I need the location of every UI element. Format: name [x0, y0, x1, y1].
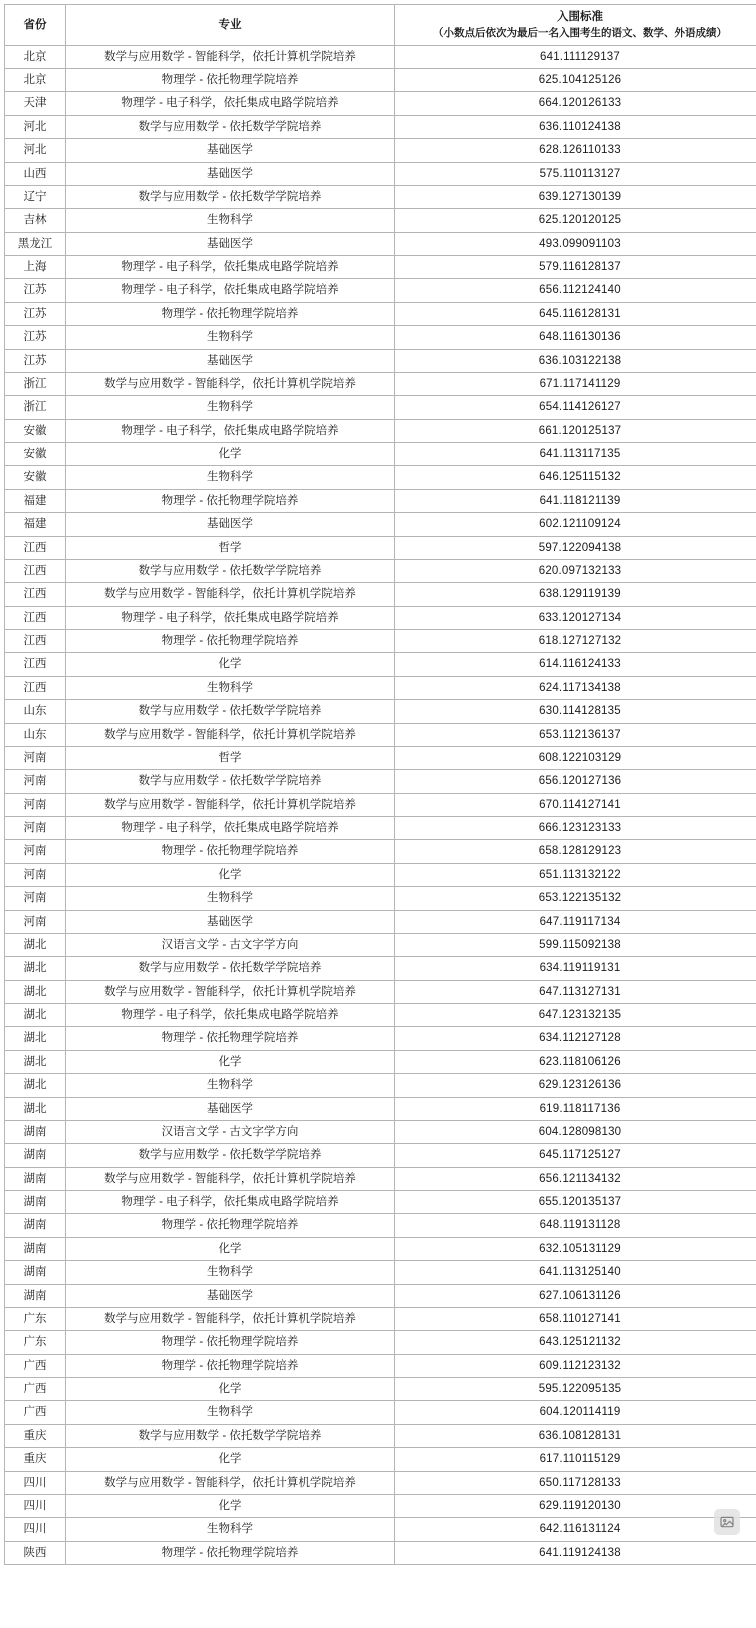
- table-row: [5, 653, 756, 676]
- table-row: [5, 700, 756, 723]
- cell-score: 666.123123133: [395, 817, 756, 840]
- cell-major: 物理学 - 依托物理学院培养: [66, 489, 395, 512]
- cell-major: 生物科学: [66, 1518, 395, 1541]
- cell-score: 604.128098130: [395, 1120, 756, 1143]
- table-row: [5, 957, 756, 980]
- cell-major: 生物科学: [66, 1261, 395, 1284]
- table-row: [5, 302, 756, 325]
- table-row: [5, 45, 756, 68]
- cell-province: 湖南: [5, 1144, 66, 1167]
- cell-major: 基础医学: [66, 1284, 395, 1307]
- table-row: [5, 1074, 756, 1097]
- table-row: [5, 1518, 756, 1541]
- table-row: [5, 887, 756, 910]
- cell-score: 658.110127141: [395, 1307, 756, 1330]
- table-row: [5, 1378, 756, 1401]
- table-row: [5, 139, 756, 162]
- cell-score: 628.126110133: [395, 139, 756, 162]
- table-body: [5, 45, 756, 1564]
- cell-major: 物理学 - 电子科学，依托集成电路学院培养: [66, 419, 395, 442]
- cell-major: 物理学 - 依托物理学院培养: [66, 630, 395, 653]
- table-row: [5, 232, 756, 255]
- table-row: [5, 676, 756, 699]
- cell-score: 648.119131128: [395, 1214, 756, 1237]
- cell-major: 物理学 - 依托物理学院培养: [66, 1214, 395, 1237]
- cell-score: 620.097132133: [395, 559, 756, 582]
- cell-major: 生物科学: [66, 1401, 395, 1424]
- table-row: [5, 910, 756, 933]
- cell-score: 646.125115132: [395, 466, 756, 489]
- cell-province: 北京: [5, 45, 66, 68]
- cell-score: 656.120127136: [395, 770, 756, 793]
- cell-major: 数学与应用数学 - 依托数学学院培养: [66, 559, 395, 582]
- table-head: [5, 5, 756, 46]
- cell-score: 634.119119131: [395, 957, 756, 980]
- cell-score: 625.104125126: [395, 69, 756, 92]
- cell-major: 生物科学: [66, 396, 395, 419]
- table-row: [5, 840, 756, 863]
- table-row: [5, 349, 756, 372]
- table-row: [5, 583, 756, 606]
- cell-score: 645.117125127: [395, 1144, 756, 1167]
- table-row: [5, 1167, 756, 1190]
- cell-score: 648.116130136: [395, 326, 756, 349]
- cell-province: 河南: [5, 793, 66, 816]
- cell-major: 物理学 - 依托物理学院培养: [66, 1541, 395, 1564]
- cell-province: 江西: [5, 653, 66, 676]
- cell-province: 湖北: [5, 1097, 66, 1120]
- cell-province: 江西: [5, 583, 66, 606]
- cell-score: 653.122135132: [395, 887, 756, 910]
- cell-province: 河南: [5, 863, 66, 886]
- cell-province: 江苏: [5, 326, 66, 349]
- cell-score: 656.112124140: [395, 279, 756, 302]
- cell-score: 641.113125140: [395, 1261, 756, 1284]
- cell-province: 浙江: [5, 396, 66, 419]
- cell-score: 597.122094138: [395, 536, 756, 559]
- table-row: [5, 1004, 756, 1027]
- cell-score: 641.118121139: [395, 489, 756, 512]
- cell-score: 642.116131124: [395, 1518, 756, 1541]
- table-row: [5, 466, 756, 489]
- cell-province: 天津: [5, 92, 66, 115]
- table-row: [5, 513, 756, 536]
- column-header-major: 专业: [66, 5, 395, 46]
- table-row: [5, 1494, 756, 1517]
- cell-score: 647.113127131: [395, 980, 756, 1003]
- cell-province: 湖北: [5, 1004, 66, 1027]
- cell-province: 广东: [5, 1307, 66, 1330]
- cell-score: 641.113117135: [395, 443, 756, 466]
- cell-score: 670.114127141: [395, 793, 756, 816]
- cell-major: 数学与应用数学 - 智能科学，依托计算机学院培养: [66, 1167, 395, 1190]
- cell-major: 生物科学: [66, 676, 395, 699]
- cell-province: 山西: [5, 162, 66, 185]
- table-row: [5, 536, 756, 559]
- cell-province: 四川: [5, 1471, 66, 1494]
- cell-major: 物理学 - 电子科学，依托集成电路学院培养: [66, 92, 395, 115]
- cell-province: 江苏: [5, 302, 66, 325]
- cell-province: 广西: [5, 1378, 66, 1401]
- cell-province: 上海: [5, 256, 66, 279]
- cell-major: 基础医学: [66, 162, 395, 185]
- cell-score: 671.117141129: [395, 372, 756, 395]
- table-row: [5, 1050, 756, 1073]
- cell-score: 575.110113127: [395, 162, 756, 185]
- cell-province: 河南: [5, 746, 66, 769]
- cell-score: 645.116128131: [395, 302, 756, 325]
- cell-score: 602.121109124: [395, 513, 756, 536]
- cell-province: 湖北: [5, 933, 66, 956]
- cell-major: 基础医学: [66, 139, 395, 162]
- table-row: [5, 372, 756, 395]
- cell-major: 化学: [66, 653, 395, 676]
- cell-major: 物理学 - 电子科学，依托集成电路学院培养: [66, 279, 395, 302]
- cell-province: 湖南: [5, 1120, 66, 1143]
- cell-province: 河北: [5, 115, 66, 138]
- table-row: [5, 1191, 756, 1214]
- cell-province: 广东: [5, 1331, 66, 1354]
- cell-major: 数学与应用数学 - 智能科学，依托计算机学院培养: [66, 980, 395, 1003]
- cell-score: 664.120126133: [395, 92, 756, 115]
- cell-province: 湖北: [5, 1050, 66, 1073]
- cell-province: 湖南: [5, 1237, 66, 1260]
- table-row: [5, 1471, 756, 1494]
- cell-province: 河南: [5, 840, 66, 863]
- cell-score: 604.120114119: [395, 1401, 756, 1424]
- cell-major: 数学与应用数学 - 智能科学，依托计算机学院培养: [66, 723, 395, 746]
- cell-province: 河南: [5, 887, 66, 910]
- table-row: [5, 1261, 756, 1284]
- table-row: [5, 723, 756, 746]
- cell-score: 632.105131129: [395, 1237, 756, 1260]
- table-row: [5, 209, 756, 232]
- cell-score: 651.113132122: [395, 863, 756, 886]
- cell-major: 数学与应用数学 - 智能科学，依托计算机学院培养: [66, 1471, 395, 1494]
- cell-major: 生物科学: [66, 466, 395, 489]
- cell-score: 623.118106126: [395, 1050, 756, 1073]
- cell-major: 数学与应用数学 - 智能科学，依托计算机学院培养: [66, 583, 395, 606]
- table-row: [5, 115, 756, 138]
- cell-province: 河南: [5, 770, 66, 793]
- cell-major: 数学与应用数学 - 智能科学，依托计算机学院培养: [66, 372, 395, 395]
- cell-province: 黑龙江: [5, 232, 66, 255]
- cell-score: 654.114126127: [395, 396, 756, 419]
- cell-score: 656.121134132: [395, 1167, 756, 1190]
- table-row: [5, 279, 756, 302]
- cell-score: 608.122103129: [395, 746, 756, 769]
- cell-major: 物理学 - 依托物理学院培养: [66, 69, 395, 92]
- cell-province: 重庆: [5, 1448, 66, 1471]
- cell-major: 数学与应用数学 - 智能科学，依托计算机学院培养: [66, 1307, 395, 1330]
- table-row: [5, 162, 756, 185]
- table-row: [5, 69, 756, 92]
- cell-score: 629.123126136: [395, 1074, 756, 1097]
- cell-major: 数学与应用数学 - 智能科学，依托计算机学院培养: [66, 45, 395, 68]
- table-row: [5, 1307, 756, 1330]
- table-row: [5, 863, 756, 886]
- cell-major: 物理学 - 依托物理学院培养: [66, 1354, 395, 1377]
- table-row: [5, 1284, 756, 1307]
- cell-province: 辽宁: [5, 185, 66, 208]
- cell-province: 江西: [5, 559, 66, 582]
- cell-major: 物理学 - 电子科学，依托集成电路学院培养: [66, 256, 395, 279]
- cell-province: 湖南: [5, 1167, 66, 1190]
- cell-province: 北京: [5, 69, 66, 92]
- table-row: [5, 326, 756, 349]
- cell-province: 安徽: [5, 443, 66, 466]
- cell-major: 数学与应用数学 - 依托数学学院培养: [66, 1144, 395, 1167]
- cell-score: 636.103122138: [395, 349, 756, 372]
- image-photo-icon: [714, 1509, 740, 1535]
- cell-score: 655.120135137: [395, 1191, 756, 1214]
- cell-province: 浙江: [5, 372, 66, 395]
- cell-province: 河南: [5, 910, 66, 933]
- table-row: [5, 1237, 756, 1260]
- cell-major: 物理学 - 依托物理学院培养: [66, 302, 395, 325]
- cell-score: 493.099091103: [395, 232, 756, 255]
- cell-score: 653.112136137: [395, 723, 756, 746]
- table-row: [5, 793, 756, 816]
- cell-major: 物理学 - 依托物理学院培养: [66, 1331, 395, 1354]
- cell-major: 哲学: [66, 746, 395, 769]
- cell-score: 614.116124133: [395, 653, 756, 676]
- table-row: [5, 1424, 756, 1447]
- cell-province: 江西: [5, 676, 66, 699]
- score-header-title: 入围标准: [557, 11, 603, 23]
- cell-major: 基础医学: [66, 910, 395, 933]
- cell-score: 619.118117136: [395, 1097, 756, 1120]
- cell-major: 化学: [66, 1494, 395, 1517]
- cell-major: 化学: [66, 1050, 395, 1073]
- cell-score: 579.116128137: [395, 256, 756, 279]
- cell-major: 物理学 - 依托物理学院培养: [66, 840, 395, 863]
- table-row: [5, 1214, 756, 1237]
- cell-major: 生物科学: [66, 209, 395, 232]
- cell-province: 四川: [5, 1518, 66, 1541]
- cell-score: 627.106131126: [395, 1284, 756, 1307]
- cell-major: 数学与应用数学 - 依托数学学院培养: [66, 115, 395, 138]
- table-row: [5, 1120, 756, 1143]
- cell-province: 湖南: [5, 1214, 66, 1237]
- cell-province: 湖北: [5, 957, 66, 980]
- cell-score: 658.128129123: [395, 840, 756, 863]
- cell-province: 湖南: [5, 1261, 66, 1284]
- table-row: [5, 1354, 756, 1377]
- cell-score: 641.111129137: [395, 45, 756, 68]
- cell-major: 生物科学: [66, 887, 395, 910]
- table-row: [5, 1448, 756, 1471]
- cell-score: 636.108128131: [395, 1424, 756, 1447]
- table-row: [5, 1541, 756, 1564]
- cell-major: 物理学 - 电子科学，依托集成电路学院培养: [66, 1004, 395, 1027]
- cell-score: 647.119117134: [395, 910, 756, 933]
- cell-score: 636.110124138: [395, 115, 756, 138]
- cell-major: 生物科学: [66, 326, 395, 349]
- cell-major: 化学: [66, 1448, 395, 1471]
- cell-province: 安徽: [5, 466, 66, 489]
- column-header-province: 省份: [5, 5, 66, 46]
- cell-province: 山东: [5, 723, 66, 746]
- cell-province: 湖北: [5, 980, 66, 1003]
- table-row: [5, 746, 756, 769]
- cell-major: 汉语言文学 - 古文字学方向: [66, 933, 395, 956]
- cell-major: 数学与应用数学 - 依托数学学院培养: [66, 700, 395, 723]
- cell-major: 数学与应用数学 - 智能科学，依托计算机学院培养: [66, 793, 395, 816]
- cell-score: 629.119120130: [395, 1494, 756, 1517]
- cell-major: 数学与应用数学 - 依托数学学院培养: [66, 770, 395, 793]
- cell-major: 哲学: [66, 536, 395, 559]
- score-header-note: （小数点后依次为最后一名入围考生的语文、数学、外语成绩）: [433, 26, 727, 39]
- table-row: [5, 559, 756, 582]
- cell-province: 吉林: [5, 209, 66, 232]
- cell-province: 湖南: [5, 1284, 66, 1307]
- table-row: [5, 489, 756, 512]
- cell-score: 599.115092138: [395, 933, 756, 956]
- table-row: [5, 1144, 756, 1167]
- table-row: [5, 396, 756, 419]
- cell-major: 基础医学: [66, 1097, 395, 1120]
- cell-province: 广西: [5, 1354, 66, 1377]
- cell-major: 物理学 - 依托物理学院培养: [66, 1027, 395, 1050]
- table-row: [5, 185, 756, 208]
- cell-province: 山东: [5, 700, 66, 723]
- table-header-row: [5, 5, 756, 46]
- table-row: [5, 630, 756, 653]
- cell-major: 物理学 - 电子科学，依托集成电路学院培养: [66, 817, 395, 840]
- table-row: [5, 1097, 756, 1120]
- cell-province: 湖北: [5, 1027, 66, 1050]
- cell-score: 618.127127132: [395, 630, 756, 653]
- cell-major: 化学: [66, 863, 395, 886]
- cell-score: 641.119124138: [395, 1541, 756, 1564]
- table-row: [5, 1027, 756, 1050]
- cell-major: 化学: [66, 1378, 395, 1401]
- cell-major: 基础医学: [66, 513, 395, 536]
- cell-province: 陕西: [5, 1541, 66, 1564]
- cell-province: 重庆: [5, 1424, 66, 1447]
- cell-score: 643.125121132: [395, 1331, 756, 1354]
- cell-major: 汉语言文学 - 古文字学方向: [66, 1120, 395, 1143]
- cell-major: 数学与应用数学 - 依托数学学院培养: [66, 185, 395, 208]
- cell-score: 650.117128133: [395, 1471, 756, 1494]
- cell-province: 湖南: [5, 1191, 66, 1214]
- cell-major: 化学: [66, 443, 395, 466]
- cell-major: 基础医学: [66, 349, 395, 372]
- cell-province: 福建: [5, 489, 66, 512]
- table-row: [5, 770, 756, 793]
- table-row: [5, 980, 756, 1003]
- cell-score: 661.120125137: [395, 419, 756, 442]
- cell-score: 634.112127128: [395, 1027, 756, 1050]
- cell-score: 617.110115129: [395, 1448, 756, 1471]
- table-row: [5, 256, 756, 279]
- table-row: [5, 92, 756, 115]
- cell-province: 河北: [5, 139, 66, 162]
- cell-major: 基础医学: [66, 232, 395, 255]
- column-header-score: [395, 5, 756, 46]
- cell-province: 安徽: [5, 419, 66, 442]
- cell-score: 625.120120125: [395, 209, 756, 232]
- cell-major: 生物科学: [66, 1074, 395, 1097]
- enrollment-score-table: [4, 4, 756, 1565]
- cell-major: 物理学 - 电子科学，依托集成电路学院培养: [66, 1191, 395, 1214]
- cell-province: 江苏: [5, 279, 66, 302]
- cell-province: 江西: [5, 606, 66, 629]
- cell-province: 福建: [5, 513, 66, 536]
- cell-province: 江西: [5, 536, 66, 559]
- cell-score: 647.123132135: [395, 1004, 756, 1027]
- cell-major: 数学与应用数学 - 依托数学学院培养: [66, 957, 395, 980]
- table-row: [5, 419, 756, 442]
- cell-score: 595.122095135: [395, 1378, 756, 1401]
- cell-score: 624.117134138: [395, 676, 756, 699]
- cell-province: 河南: [5, 817, 66, 840]
- cell-province: 湖北: [5, 1074, 66, 1097]
- table-row: [5, 1401, 756, 1424]
- cell-province: 四川: [5, 1494, 66, 1517]
- cell-score: 638.129119139: [395, 583, 756, 606]
- cell-province: 江西: [5, 630, 66, 653]
- cell-score: 633.120127134: [395, 606, 756, 629]
- table-row: [5, 817, 756, 840]
- table-row: [5, 933, 756, 956]
- cell-province: 江苏: [5, 349, 66, 372]
- cell-province: 广西: [5, 1401, 66, 1424]
- cell-major: 数学与应用数学 - 依托数学学院培养: [66, 1424, 395, 1447]
- table-row: [5, 443, 756, 466]
- cell-score: 639.127130139: [395, 185, 756, 208]
- cell-score: 609.112123132: [395, 1354, 756, 1377]
- table-row: [5, 606, 756, 629]
- cell-major: 物理学 - 电子科学，依托集成电路学院培养: [66, 606, 395, 629]
- cell-score: 630.114128135: [395, 700, 756, 723]
- table-row: [5, 1331, 756, 1354]
- cell-major: 化学: [66, 1237, 395, 1260]
